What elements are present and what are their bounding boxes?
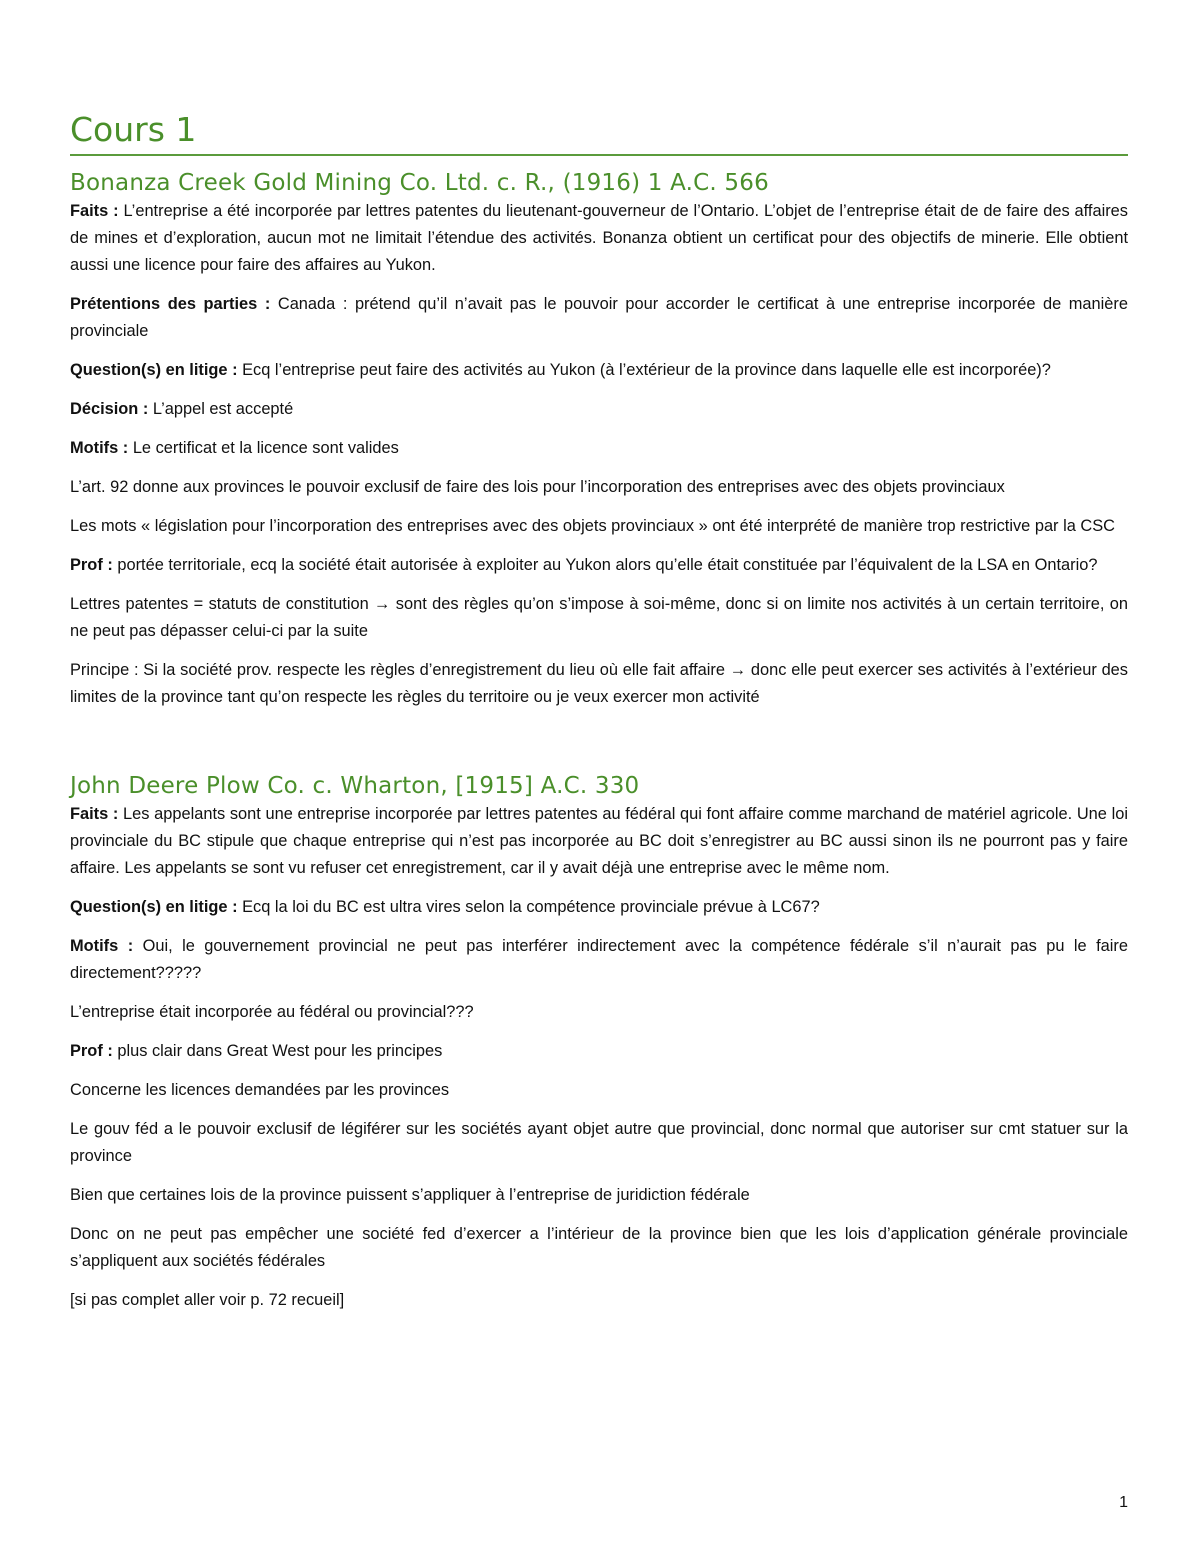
paragraph-principe: Principe : Si la société prov. respecte les règles d’enregistrement du lieu où elle fait affaire → donc elle peut exercer ses activités à l’extérieur des limites de la province tant qu’on respecte les règles du territoire ou je veux exercer mon activité (70, 661, 1128, 706)
paragraph-prof (70, 552, 1128, 579)
text-prof: plus clair dans Great West pour les principes (112, 1042, 443, 1060)
label-prof: Prof : (70, 1042, 113, 1060)
paragraph-pretentions (70, 291, 1128, 345)
paragraph-donc: Donc on ne peut pas empêcher une société fed d’exercer a l’intérieur de la province bien que les lois d’application générale provinciale s’appliquent aux sociétés fédérales (70, 1225, 1128, 1270)
text-motifs: Oui, le gouvernement provincial ne peut pas interférer indirectement avec la compétence fédérale s’il n’aurait pas pu le faire directement????? (70, 937, 1129, 982)
title-divider (70, 154, 1128, 156)
paragraph-licences: Concerne les licences demandées par les provinces (70, 1081, 450, 1099)
label-motifs: Motifs : (70, 937, 134, 955)
case-heading-john-deere: John Deere Plow Co. c. Wharton, [1915] A.C. 330 (70, 773, 640, 799)
label-faits: Faits : (70, 805, 119, 823)
page-number: 1 (1119, 1494, 1128, 1511)
paragraph-lettres-patentes: Lettres patentes = statuts de constitution → sont des règles qu’on s’impose à soi-même, donc si on limite nos activités à un certain territoire, on ne peut pas dépasser celui-ci par la suite (70, 595, 1128, 640)
paragraph-question (70, 357, 1128, 384)
paragraph-mots: Les mots « législation pour l’incorporation des entreprises avec des objets provinciaux » ont été interprété de manière trop restrictive par la CSC (70, 517, 1115, 535)
text-pretentions: Canada : prétend qu’il n’avait pas le pouvoir pour accorder le certificat à une entreprise incorporée de manière provinciale (70, 295, 1128, 340)
paragraph-question (70, 894, 1128, 921)
section-spacer (70, 723, 1128, 771)
paragraph-motifs (70, 933, 1128, 987)
label-decision: Décision : (70, 400, 149, 418)
text-question: Ecq la loi du BC est ultra vires selon la compétence provinciale prévue à LC67? (237, 898, 820, 916)
paragraph-recueil: [si pas complet aller voir p. 72 recueil] (70, 1291, 345, 1309)
label-faits: Faits : (70, 202, 119, 220)
text-faits: Les appelants sont une entreprise incorporée par lettres patentes au fédéral qui font affaire comme marchand de matériel agricole. Une loi provinciale du BC stipule que chaque entreprise qui n’est pas incorporée au BC doit s’enregistrer au BC aussi sinon ils ne pourront pas y faire affaire. Les appelants se sont vu refuser cet enregistrement, car il y avait déjà une entreprise avec le même nom. (70, 805, 1128, 877)
label-motifs: Motifs : (70, 439, 129, 457)
paragraph-gouv-fed: Le gouv féd a le pouvoir exclusif de légiférer sur les sociétés ayant objet autre que provincial, donc normal que autoriser sur cmt statuer sur la province (70, 1120, 1128, 1165)
page-title: Cours 1 (70, 110, 197, 149)
paragraph-decision (70, 396, 1128, 423)
text-faits: L’entreprise a été incorporée par lettres patentes du lieutenant-gouverneur de l’Ontario. L’objet de l’entreprise était de de faire des affaires de mines et d’exploration, aucun mot ne limitait l’étendue des activités. Bonanza obtient un certificat pour des objectifs de minerie. Elle obtient aussi une licence pour faire des affaires au Yukon. (70, 202, 1128, 274)
text-prof: portée territoriale, ecq la société était autorisée à exploiter au Yukon alors qu’elle était constituée par l’équivalent de la LSA en Ontario? (112, 556, 1098, 574)
paragraph-motifs (70, 435, 1128, 462)
paragraph-federal: L’entreprise était incorporée au fédéral ou provincial??? (70, 1003, 474, 1021)
paragraph-bien-que: Bien que certaines lois de la province puissent s’appliquer à l’entreprise de juridiction fédérale (70, 1186, 750, 1204)
text-decision: L’appel est accepté (148, 400, 294, 418)
paragraph-prof (70, 1038, 1128, 1065)
paragraph-art92: L’art. 92 donne aux provinces le pouvoir exclusif de faire des lois pour l’incorporation des entreprises avec des objets provinciaux (70, 478, 1005, 496)
text-motifs: Le certificat et la licence sont valides (128, 439, 399, 457)
label-question: Question(s) en litige : (70, 898, 238, 916)
label-question: Question(s) en litige : (70, 361, 238, 379)
paragraph-faits (70, 198, 1128, 279)
case-heading-bonanza: Bonanza Creek Gold Mining Co. Ltd. c. R., (1916) 1 A.C. 566 (70, 170, 769, 196)
label-pretentions: Prétentions des parties : (70, 295, 271, 313)
document-page (70, 108, 1128, 1326)
text-question: Ecq l’entreprise peut faire des activités au Yukon (à l’extérieur de la province dans laquelle elle est incorporée)? (237, 361, 1051, 379)
paragraph-faits (70, 801, 1128, 882)
label-prof: Prof : (70, 556, 113, 574)
